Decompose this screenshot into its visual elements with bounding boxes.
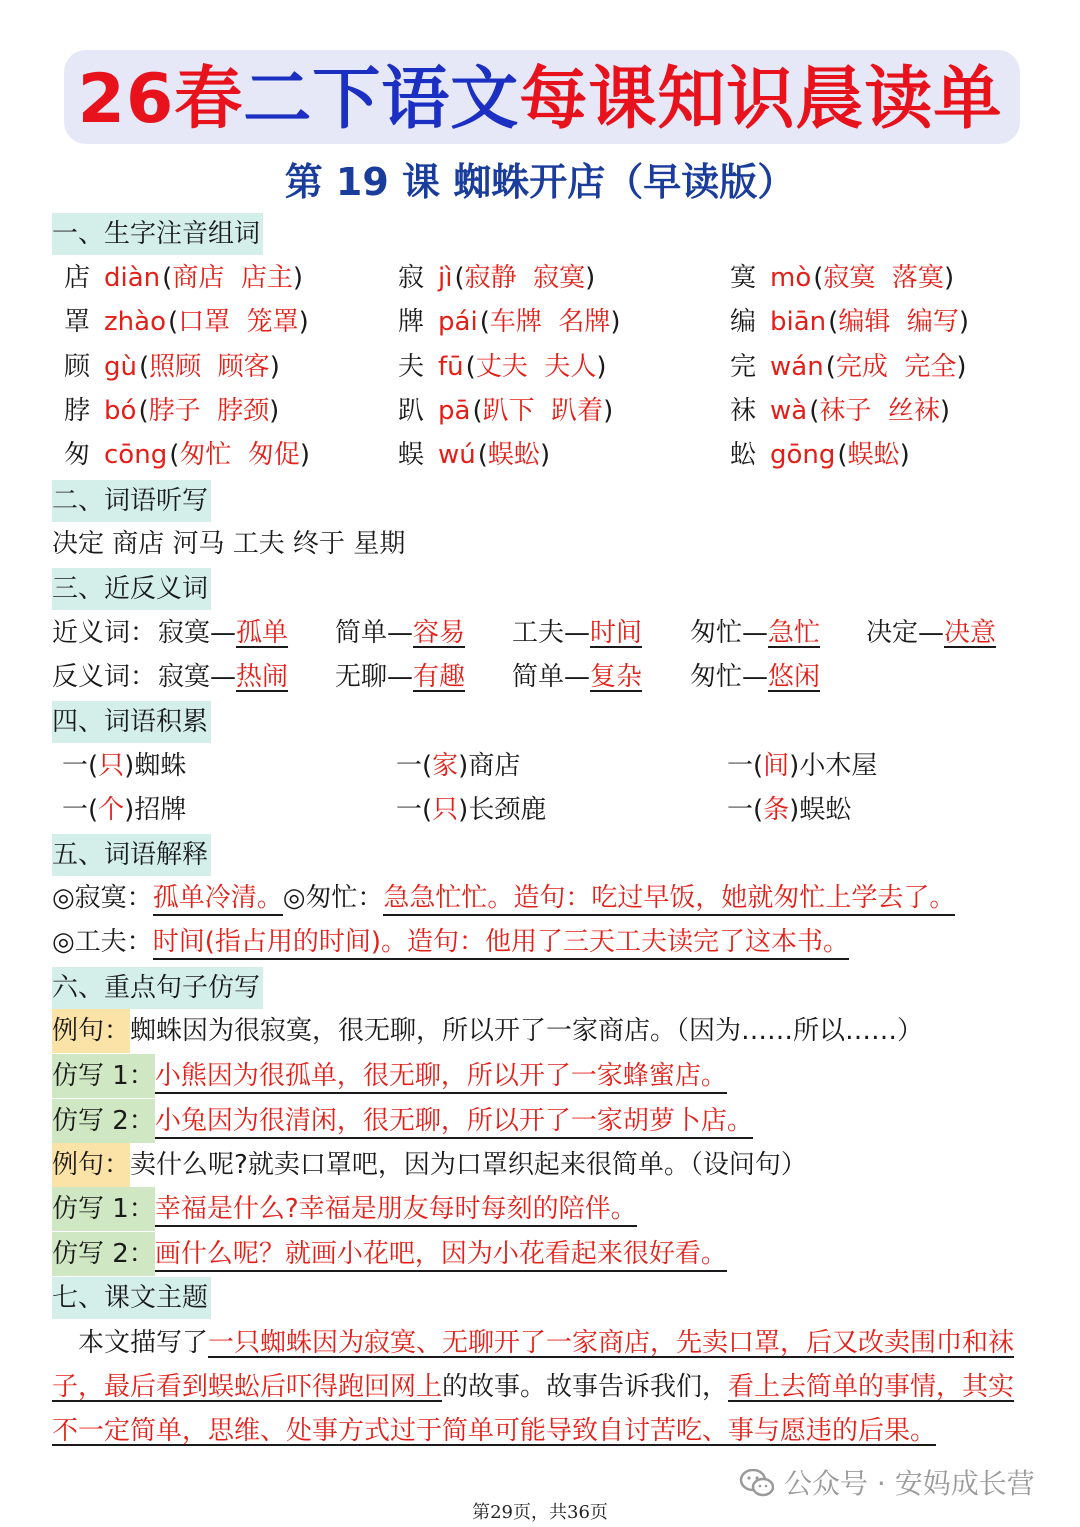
char-entry bbox=[64, 391, 279, 431]
explain-term-2: ◎匆忙： bbox=[282, 883, 384, 913]
pinyin: wú bbox=[438, 440, 476, 470]
paren: ) bbox=[956, 352, 967, 382]
words: 寂静 寂寞 bbox=[464, 263, 586, 293]
pinyin: mò bbox=[770, 263, 812, 293]
example-text: 蜘蛛因为很寂寞，很无聊，所以开了一家商店。（因为……所以……） bbox=[130, 1016, 924, 1046]
words: 寂寞 落寞 bbox=[823, 263, 944, 293]
measure-entry bbox=[396, 790, 546, 830]
char: 蚣 bbox=[730, 440, 757, 470]
imitation-label: 仿写 1： bbox=[52, 1187, 155, 1231]
measure-prefix: 一( bbox=[396, 795, 433, 825]
paren: ) bbox=[269, 352, 280, 382]
example-label: 例句： bbox=[52, 1009, 130, 1053]
char: 寂 bbox=[398, 263, 425, 293]
words: 匆忙 匆促 bbox=[179, 440, 300, 470]
section-heading-2: 二、词语听写 bbox=[52, 480, 211, 522]
measure-entry bbox=[727, 790, 851, 830]
page-footer: 第29页，共36页 bbox=[472, 1502, 608, 1523]
word-pair bbox=[158, 657, 288, 697]
char: 编 bbox=[730, 307, 757, 337]
paren: ( bbox=[139, 352, 150, 382]
measure-prefix: 一( bbox=[62, 795, 99, 825]
section-heading-4: 四、词语积累 bbox=[52, 701, 211, 743]
char: 趴 bbox=[398, 396, 425, 426]
imitation-label: 仿写 2： bbox=[52, 1232, 155, 1276]
explain-def-1: 孤单冷清。 bbox=[153, 883, 283, 916]
words: 照顾 顾客 bbox=[149, 352, 270, 382]
theme-part-2: 一只蜘蛛因为寂寞、无聊开了一家商店，先卖口罩，后又改卖围巾和袜子，最后看到蜈蚣后吓得跑回网上 bbox=[52, 1328, 1015, 1402]
paren: ( bbox=[138, 396, 149, 426]
word: 匆忙— bbox=[690, 618, 769, 648]
paren: ( bbox=[454, 263, 465, 293]
page-title bbox=[0, 60, 1080, 140]
char-entry bbox=[730, 391, 950, 431]
char: 蜈 bbox=[398, 440, 425, 470]
char-entry bbox=[64, 302, 309, 342]
measure-entry bbox=[62, 746, 186, 786]
antonyms-label: 反义词： bbox=[52, 662, 157, 692]
lesson-title: 第 19 课 蜘蛛开店（早读版） bbox=[284, 160, 796, 204]
imitation-label: 仿写 1： bbox=[52, 1054, 155, 1098]
word: 寂寞— bbox=[158, 662, 237, 692]
title-part1: 26春二下语文 bbox=[77, 60, 520, 139]
measure-noun: )蜈蚣 bbox=[789, 795, 852, 825]
paren: ) bbox=[939, 396, 951, 426]
explain-term-1: ◎寂寞： bbox=[52, 883, 153, 913]
theme-part-1: 本文描写了 bbox=[78, 1328, 209, 1358]
paren: ) bbox=[585, 263, 596, 293]
paren: ( bbox=[162, 263, 173, 293]
word: 工夫— bbox=[512, 618, 591, 648]
measure-noun: )商店 bbox=[458, 751, 521, 781]
paren: ) bbox=[596, 352, 607, 382]
word-answer: 决意 bbox=[944, 618, 997, 648]
dictation-words: 决定 商店 河马 工夫 终于 星期 bbox=[52, 529, 406, 559]
synonyms-label: 近义词： bbox=[52, 618, 157, 648]
word-pair bbox=[335, 613, 465, 653]
measure-noun: )招牌 bbox=[124, 795, 187, 825]
word-answer: 有趣 bbox=[413, 662, 466, 692]
imitation-1 bbox=[52, 1054, 727, 1098]
measure-entry bbox=[727, 746, 877, 786]
word-pair bbox=[512, 657, 642, 697]
paren: ( bbox=[472, 396, 483, 426]
word: 简单— bbox=[335, 618, 414, 648]
paren: ) bbox=[292, 263, 303, 293]
pinyin: bó bbox=[104, 396, 137, 426]
pinyin: gù bbox=[104, 352, 137, 382]
pinyin: wà bbox=[770, 396, 808, 426]
words: 丈夫 夫人 bbox=[475, 352, 597, 382]
imitation-text: 画什么呢？就画小花吧，因为小花看起来很好看。 bbox=[155, 1239, 727, 1272]
char: 寞 bbox=[730, 263, 757, 293]
paren: ) bbox=[943, 263, 955, 293]
theme-paragraph bbox=[52, 1321, 1032, 1453]
measure-word: 条 bbox=[763, 795, 790, 825]
word-pair bbox=[690, 613, 820, 653]
paren: ( bbox=[837, 440, 848, 470]
paren: ) bbox=[269, 396, 280, 426]
measure-prefix: 一( bbox=[727, 751, 764, 781]
char: 脖 bbox=[64, 396, 91, 426]
paren: ) bbox=[958, 307, 969, 337]
words: 袜子 丝袜 bbox=[819, 396, 940, 426]
explain-def-2: 急急忙忙。造句：吃过早饭，她就匆忙上学去了。 bbox=[383, 883, 955, 916]
paren: ( bbox=[479, 307, 490, 337]
char: 罩 bbox=[64, 307, 91, 337]
char-entry bbox=[730, 258, 954, 298]
word-answer: 时间 bbox=[590, 618, 643, 648]
char: 顾 bbox=[64, 352, 91, 382]
paren: ( bbox=[167, 307, 179, 337]
word-answer: 孤单 bbox=[236, 618, 289, 648]
pinyin: jì bbox=[438, 263, 453, 293]
measure-word: 只 bbox=[432, 795, 459, 825]
explain-line-1 bbox=[52, 878, 955, 918]
word-answer: 急忙 bbox=[768, 618, 821, 648]
theme-part-4: 看上去简单的事情，其实不一定简单，思维、处事方式过于简单可能导致自讨苦吃、事与愿违的后果。 bbox=[52, 1372, 1015, 1446]
char: 完 bbox=[730, 352, 757, 382]
paren: ) bbox=[610, 307, 621, 337]
word: 匆忙— bbox=[690, 662, 769, 692]
pinyin: pā bbox=[438, 396, 471, 426]
watermark bbox=[740, 1462, 1035, 1502]
measure-noun: )小木屋 bbox=[789, 751, 878, 781]
word: 寂寞— bbox=[158, 618, 237, 648]
measure-word: 间 bbox=[763, 751, 790, 781]
section-heading-3: 三、近反义词 bbox=[52, 568, 211, 610]
word-pair bbox=[690, 657, 820, 697]
pinyin: gōng bbox=[770, 440, 836, 470]
imitation-2 bbox=[52, 1099, 753, 1143]
paren: ( bbox=[169, 440, 180, 470]
pinyin: diàn bbox=[104, 263, 161, 293]
words: 车牌 名牌 bbox=[489, 307, 611, 337]
char-entry bbox=[398, 302, 621, 342]
imitation-text: 小兔因为很清闲，很无聊，所以开了一家胡萝卜店。 bbox=[155, 1106, 753, 1139]
section-heading-5: 五、词语解释 bbox=[52, 834, 211, 876]
word-pair bbox=[158, 613, 288, 653]
pinyin: cōng bbox=[104, 440, 168, 470]
measure-prefix: 一( bbox=[396, 751, 433, 781]
imitation-4 bbox=[52, 1232, 727, 1276]
words: 趴下 趴着 bbox=[482, 396, 604, 426]
measure-entry bbox=[62, 790, 186, 830]
measure-word: 个 bbox=[98, 795, 125, 825]
pinyin: fū bbox=[438, 352, 464, 382]
char: 匆 bbox=[64, 440, 91, 470]
char-entry bbox=[730, 347, 967, 387]
word-pair bbox=[866, 613, 996, 653]
measure-entry bbox=[396, 746, 520, 786]
char-entry bbox=[730, 302, 969, 342]
char-entry bbox=[398, 435, 550, 475]
measure-word: 家 bbox=[432, 751, 459, 781]
explain-def-3: 时间(指占用的时间)。造句：他用了三天工夫读完了这本书。 bbox=[153, 927, 849, 960]
paren: ) bbox=[539, 440, 551, 470]
words: 完成 完全 bbox=[835, 352, 957, 382]
measure-prefix: 一( bbox=[62, 751, 99, 781]
words: 脖子 脖颈 bbox=[148, 396, 270, 426]
measure-noun: )蜘蛛 bbox=[124, 751, 187, 781]
words: 编辑 编写 bbox=[838, 307, 959, 337]
word: 决定— bbox=[866, 618, 945, 648]
example-text: 卖什么呢?就卖口罩吧，因为口罩织起来很简单。（设问句） bbox=[130, 1150, 807, 1180]
paren: ) bbox=[298, 307, 309, 337]
paren: ) bbox=[899, 440, 910, 470]
paren: ( bbox=[465, 352, 476, 382]
char: 夫 bbox=[398, 352, 425, 382]
title-part2: 每课知识晨读单 bbox=[519, 60, 1003, 139]
word-pair bbox=[335, 657, 465, 697]
imitation-3 bbox=[52, 1187, 637, 1231]
word-answer: 复杂 bbox=[590, 662, 643, 692]
word-pair bbox=[512, 613, 642, 653]
char-entry bbox=[398, 258, 595, 298]
paren: ) bbox=[603, 396, 614, 426]
section-heading-7: 七、课文主题 bbox=[52, 1277, 211, 1319]
imitation-text: 幸福是什么?幸福是朋友每时每刻的陪伴。 bbox=[155, 1194, 637, 1227]
section-heading-1: 一、生字注音组词 bbox=[52, 213, 263, 255]
example-2 bbox=[52, 1143, 807, 1187]
words: 蜈蚣 bbox=[487, 440, 540, 470]
measure-word: 只 bbox=[98, 751, 125, 781]
explain-line-2 bbox=[52, 922, 849, 962]
imitation-label: 仿写 2： bbox=[52, 1099, 155, 1143]
char-entry bbox=[398, 391, 613, 431]
char-entry bbox=[64, 258, 303, 298]
words: 商店 店主 bbox=[172, 263, 293, 293]
word-answer: 热闹 bbox=[236, 662, 289, 692]
pinyin: zhào bbox=[104, 307, 166, 337]
measure-prefix: 一( bbox=[727, 795, 764, 825]
paren: ( bbox=[828, 307, 839, 337]
explain-term-3: ◎工夫： bbox=[52, 927, 153, 957]
char: 店 bbox=[64, 263, 91, 293]
word: 简单— bbox=[512, 662, 591, 692]
theme-part-3: 的故事。故事告诉我们， bbox=[442, 1372, 729, 1402]
wechat-icon bbox=[740, 1469, 774, 1497]
watermark-text: 公众号 · 安妈成长营 bbox=[784, 1467, 1035, 1500]
words: 口罩 笼罩 bbox=[178, 307, 299, 337]
char-entry bbox=[730, 435, 910, 475]
word-answer: 容易 bbox=[413, 618, 466, 648]
paren: ( bbox=[477, 440, 488, 470]
words: 蜈蚣 bbox=[847, 440, 900, 470]
paren: ( bbox=[825, 352, 836, 382]
char: 牌 bbox=[398, 307, 425, 337]
char-entry bbox=[64, 347, 280, 387]
word-answer: 悠闲 bbox=[768, 662, 821, 692]
pinyin: biān bbox=[770, 307, 827, 337]
example-1 bbox=[52, 1009, 923, 1053]
pinyin: wán bbox=[770, 352, 824, 382]
char-entry bbox=[398, 347, 607, 387]
char-entry bbox=[64, 435, 310, 475]
paren: ( bbox=[809, 396, 820, 426]
pinyin: pái bbox=[438, 307, 478, 337]
paren: ) bbox=[299, 440, 311, 470]
section-heading-6: 六、重点句子仿写 bbox=[52, 967, 263, 1009]
measure-noun: )长颈鹿 bbox=[458, 795, 547, 825]
word: 无聊— bbox=[335, 662, 414, 692]
example-label: 例句： bbox=[52, 1143, 130, 1187]
paren: ( bbox=[813, 263, 824, 293]
imitation-text: 小熊因为很孤单，很无聊，所以开了一家蜂蜜店。 bbox=[155, 1061, 727, 1094]
char: 袜 bbox=[730, 396, 757, 426]
